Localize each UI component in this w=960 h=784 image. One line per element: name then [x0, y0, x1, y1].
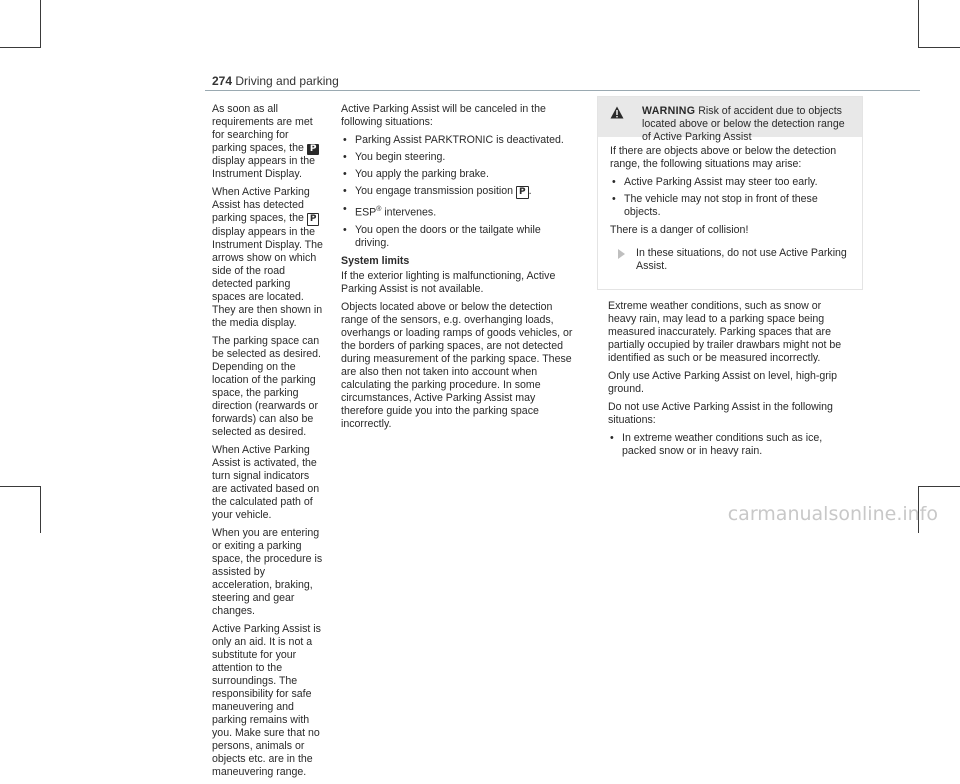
column-4-text	[608, 300, 848, 463]
paragraph: If the exterior lighting is malfunctioning, Active Parking Assist is not available.	[341, 269, 556, 295]
paragraph: Extreme weather conditions, such as snow or heavy rain, may lead to a parking space being measured inaccurately. Parking spaces that are partially occupied by trailer drawbars might not be identified as such or be measured incorrectly.	[608, 300, 842, 364]
paragraph: As soon as all requirements are met for searching for parking spaces, the P display appears in the Instrument Display.	[212, 103, 326, 181]
page-number: 274	[212, 74, 233, 88]
list-item: • You open the doors or the tailgate while driving.	[341, 224, 573, 250]
header-rule	[205, 90, 920, 91]
column-1-text	[212, 103, 326, 784]
parking-display-icon: P	[307, 144, 320, 155]
paragraph: Only use Active Parking Assist on level, high-grip ground.	[608, 370, 838, 395]
gear-p-icon: P	[516, 186, 529, 199]
column-2-text	[341, 103, 573, 436]
warning-box	[597, 96, 863, 290]
warning-list	[610, 176, 852, 219]
paragraph: Objects located above or below the detection range of the sensors, e.g. overhanging loads, overhangs or loading ramps of goods vehicles, or the borders of parking spaces, are not detected during measurement of the parking space. These are also then not taken into account when calculating the parking procedure. In some circumstances, Active Parking Assist may therefore guide you into the parking space incorrectly.	[341, 300, 573, 430]
list-item: • Active Parking Assist may steer too early.	[610, 176, 852, 189]
crop-mark-bottom-right-h	[918, 486, 960, 487]
paragraph: Active Parking Assist will be canceled in the following situations:	[341, 103, 546, 128]
list-item: • The vehicle may not stop in front of these objects.	[610, 193, 852, 219]
paragraph: Active Parking Assist is only an aid. It is not a substitute for your attention to the surroundings. The responsibility for safe maneuvering and parking remains with you. Make sure that no persons, animals or objects etc. are in the maneuvering range.	[212, 623, 321, 778]
weather-list	[608, 432, 848, 458]
cancel-situations-list	[341, 134, 573, 250]
list-item: • You apply the parking brake.	[341, 168, 573, 181]
list-item: • In extreme weather conditions such as ice, packed snow or in heavy rain.	[608, 432, 848, 458]
paragraph: Do not use Active Parking Assist in the following situations:	[608, 401, 833, 426]
arrow-right-icon	[618, 249, 625, 259]
warning-triangle-icon	[610, 106, 624, 119]
warning-body	[598, 137, 862, 273]
crop-mark-top-right-v	[918, 0, 919, 47]
crop-mark-bottom-left-v	[40, 486, 41, 533]
paragraph: If there are objects above or below the detection range, the following situations may arise:	[610, 145, 837, 170]
list-item: • You engage transmission position P .	[341, 185, 573, 199]
warning-header	[598, 97, 862, 143]
crop-mark-top-left-v	[40, 0, 41, 47]
crop-mark-bottom-left-h	[0, 486, 41, 487]
danger-text: There is a danger of collision!	[610, 224, 749, 236]
watermark: carmanualsonline.info	[727, 503, 938, 525]
list-item: • You begin steering.	[341, 151, 573, 164]
section-heading: System limits	[341, 254, 410, 267]
parking-arrows-icon: P	[307, 213, 320, 226]
crop-mark-top-right-h	[918, 47, 960, 48]
list-item: • ESP® intervenes.	[341, 203, 573, 220]
crop-mark-top-left-h	[0, 47, 41, 48]
page-header	[212, 74, 339, 88]
warning-tip: In these situations, do not use Active Parking Assist.	[610, 247, 852, 273]
paragraph: The parking space can be selected as desired. Depending on the location of the parking space, the parking direction (rearwards or forwards) can also be selected as desired.	[212, 335, 321, 438]
section-title: Driving and parking	[235, 74, 339, 88]
paragraph: When Active Parking Assist has detected parking spaces, the P display appears in the Instrument Display. The arrows show on which side of the road detected parking spaces are located. They are then shown in the media display.	[212, 186, 323, 329]
list-item: • Parking Assist PARKTRONIC is deactivated.	[341, 134, 573, 147]
paragraph: When Active Parking Assist is activated, the turn signal indicators are activated based on the calculated path of your vehicle.	[212, 444, 320, 521]
warning-title: WARNING Risk of accident due to objects located above or below the detection range of Active Parking Assist	[642, 105, 845, 143]
paragraph: When you are entering or exiting a parking space, the procedure is assisted by acceleration, braking, steering and gear changes.	[212, 527, 323, 617]
